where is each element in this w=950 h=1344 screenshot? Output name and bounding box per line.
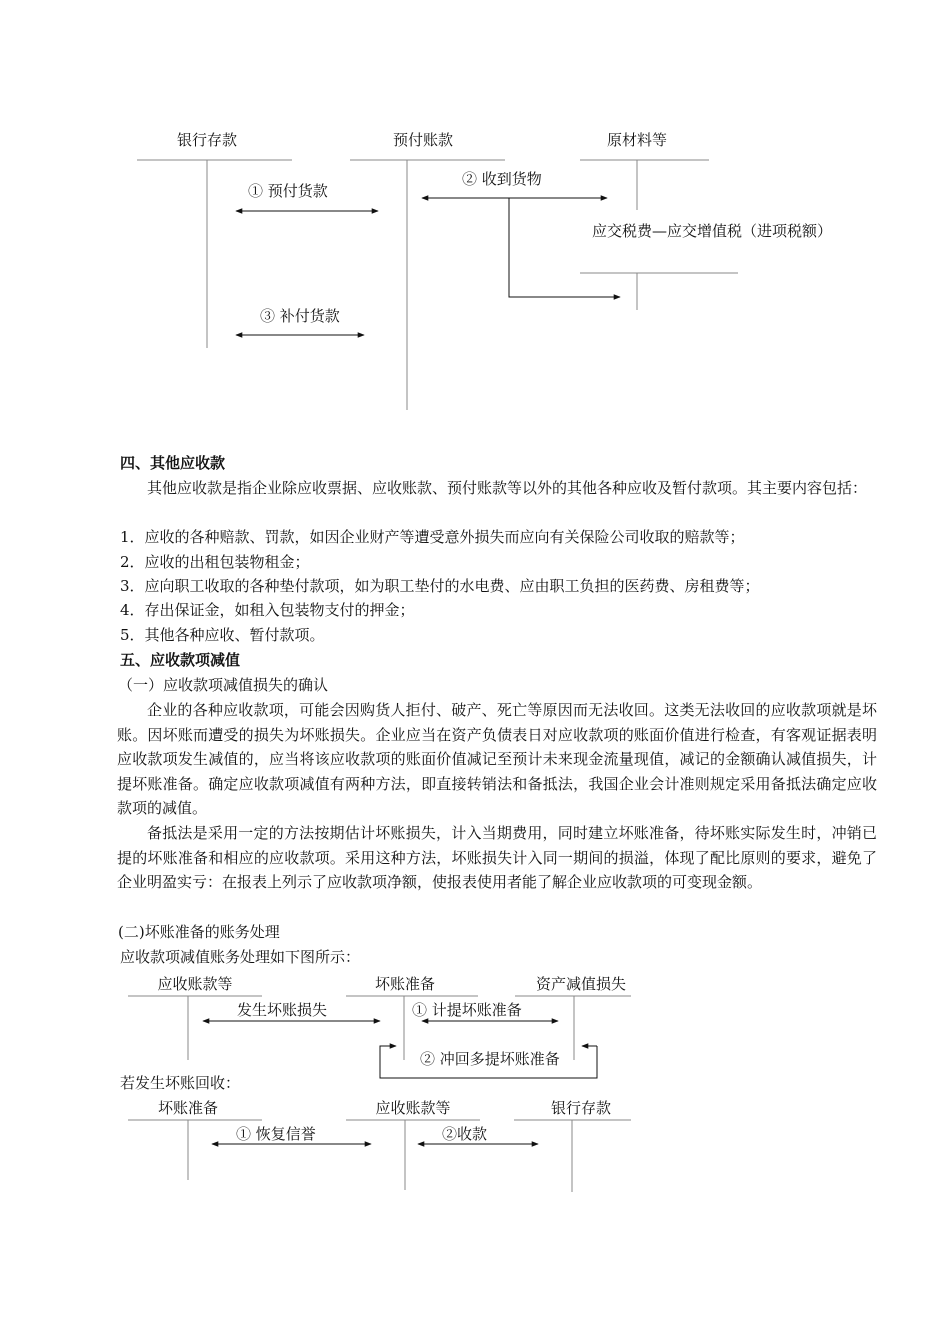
account-title: 坏账准备 — [157, 1099, 219, 1117]
account-title: 原材料等 — [606, 131, 668, 149]
account-title: 银行存款 — [176, 131, 238, 149]
t-account-impairment-loss — [515, 975, 631, 1060]
arrow-bad-debt-incurred — [203, 1001, 380, 1021]
arrow-label: ③ 补付货款 — [260, 307, 340, 325]
list-item: 2．应收的出租包装物租金； — [120, 553, 310, 571]
subheading-impairment-recognition: （一）应收款项减值损失的确认 — [118, 676, 329, 694]
account-title: 资产减值损失 — [535, 975, 627, 993]
arrow-prepay — [236, 182, 378, 211]
arrow-label: ② 收到货物 — [462, 170, 542, 188]
section-heading-impairment: 五、应收款项减值 — [120, 651, 241, 669]
arrow-label: ① 预付货款 — [248, 182, 328, 200]
arrow-label: ① 恢复信誉 — [236, 1125, 316, 1143]
list-item: 3．应向职工收取的各种垫付款项，如为职工垫付的水电费、应由职工负担的医药费、房租费等； — [120, 577, 760, 595]
arrow-label: ① 计提坏账准备 — [412, 1001, 522, 1019]
prepayment-flow-diagram — [0, 120, 950, 420]
account-title: 应收账款等 — [157, 975, 233, 993]
account-title: 坏账准备 — [374, 975, 436, 993]
account-title: 应收账款等 — [375, 1099, 451, 1117]
arrow-collect-payment — [418, 1125, 538, 1144]
diagram-intro-text: 应收款项减值账务处理如下图所示： — [120, 948, 361, 966]
list-item: 1．应收的各种赔款、罚款，如因企业财产等遭受意外损失而应向有关保险公司收取的赔款等； — [120, 528, 745, 546]
subheading-bad-debt-accounting: (二)坏账准备的账务处理 — [118, 923, 280, 941]
list-item: 4．存出保证金，如租入包装物支付的押金； — [120, 601, 415, 619]
arrow-label: 发生坏账损失 — [237, 1001, 328, 1019]
arrow-reversal — [380, 1046, 597, 1078]
arrow-provision — [412, 1001, 558, 1021]
arrow-restore-credit — [212, 1125, 371, 1144]
recovery-flow-diagram — [0, 1095, 950, 1205]
list-item: 5．其他各种应收、暂付款项。 — [120, 626, 325, 644]
arrow-label: ②收款 — [442, 1125, 488, 1143]
paragraph-bad-debt-definition: 企业的各种应收款项，可能会因购货人拒付、破产、死亡等原因而无法收回。这类无法收回的应收款项就是坏账。因坏账而遭受的损失为坏账损失。企业应当在资产负债表日对应收款项的账面价值进行检查，有客观证据表明应收款项发生减值的，应当将该应收款项的账面价值减记至预计未来现金流量现值，减记的金额确认减值损失，计提坏账准备。确定应收款项减值有两种方法，即直接转销法和备抵法，我国企业会计准则规定采用备抵法确定应收款项的减值。 — [117, 701, 877, 817]
t-account-bank-deposit — [514, 1099, 631, 1192]
arrow-supplement-payment — [236, 307, 364, 335]
account-title: 银行存款 — [550, 1099, 612, 1117]
account-title: 应交税费—应交增值税（进项税额） — [592, 222, 833, 240]
section-heading-other-receivables: 四、其他应收款 — [120, 454, 226, 472]
paragraph-other-receivables-intro: 其他应收款是指企业除应收票据、应收账款、预付账款等以外的其他各种应收及暂付款项。其主要内容包括： — [147, 479, 868, 497]
account-title: 预付账款 — [392, 131, 454, 149]
impairment-flow-diagram — [0, 970, 950, 1080]
arrow-label: ② 冲回多提坏账准备 — [420, 1050, 560, 1068]
paragraph-allowance-method: 备抵法是采用一定的方法按期估计坏账损失，计入当期费用，同时建立坏账准备，待坏账实际发生时，冲销已提的坏账准备和相应的应收款项。采用这种方法，坏账损失计入同一期间的损溢，体现了配比原则的要求，避免了企业明盈实亏：在报表上列示了应收款项净额，使报表使用者能了解企业应收款项的可变现金额。 — [117, 824, 877, 891]
arrow-receive-goods — [422, 170, 620, 297]
recovery-label: 若发生坏账回收： — [120, 1074, 241, 1092]
